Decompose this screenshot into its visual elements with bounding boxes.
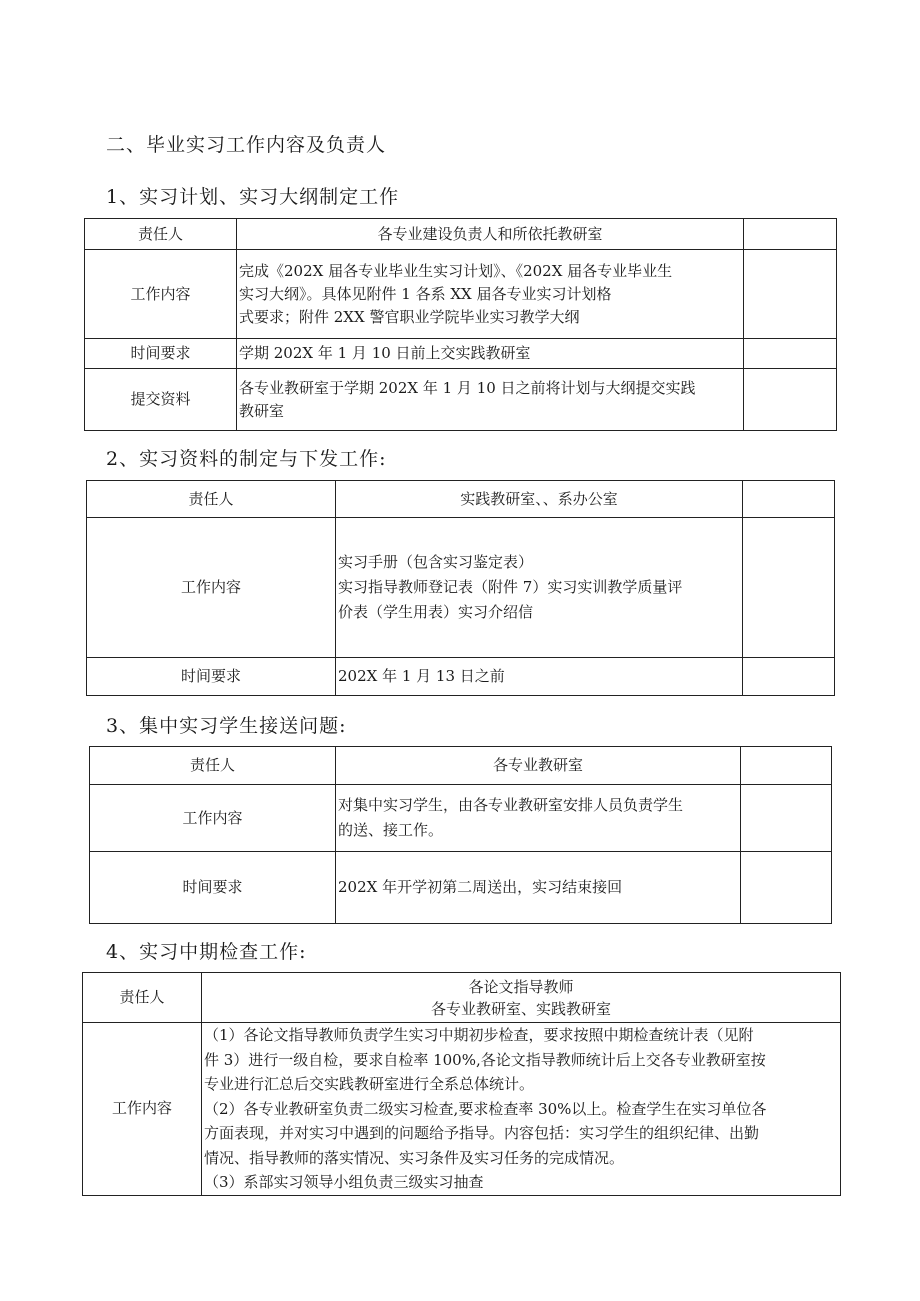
- s2-blank-cell: [743, 481, 835, 518]
- s3-table: [89, 746, 832, 924]
- section-title: 二、毕业实习工作内容及负责人: [106, 134, 387, 156]
- text-line: 各专业教研室于学期 202X 年 1 月 10 日之前将计划与大纲提交实践: [239, 378, 696, 397]
- s1-responsible-label: 责任人: [85, 219, 237, 250]
- text-line: 实习指导教师登记表（附件 7）实习实训教学质量评: [338, 578, 683, 596]
- text-line: 价表（学生用表）实习介绍信: [338, 603, 534, 621]
- s1-blank-cell: [744, 219, 837, 250]
- text-line: （1）各论文指导教师负责学生实习中期初步检查，要求按照中期检查统计表（见附: [204, 1026, 754, 1044]
- s1-blank-cell: [744, 339, 837, 369]
- s3-responsible-value: 各专业教研室: [336, 747, 741, 785]
- text-line: 实习大纲》。具体见附件 1 各系 XX 届各专业实习计划格: [239, 284, 612, 303]
- s2-responsible-label: 责任人: [87, 481, 336, 518]
- s3-time-label: 时间要求: [90, 852, 336, 924]
- s2-blank-cell: [743, 518, 835, 658]
- s2-responsible-value: 实践教研室、、系办公室: [336, 481, 743, 518]
- s2-title: 2、实习资料的制定与下发工作:: [106, 448, 387, 470]
- s1-time-label: 时间要求: [85, 339, 237, 369]
- text-line: 专业进行汇总后交实践教研室进行全系总体统计。: [204, 1075, 535, 1093]
- s4-responsible-value: [202, 973, 841, 1023]
- text-line: 实习手册（包含实习鉴定表）: [338, 553, 534, 571]
- s1-title: 1、实习计划、实习大纲制定工作: [106, 186, 400, 208]
- s2-table: [86, 480, 835, 696]
- s1-content-label: 工作内容: [85, 250, 237, 339]
- text-line: 完成《202X 届各专业毕业生实习计划》、《202X 届各专业毕业生: [239, 261, 673, 280]
- s3-content-label: 工作内容: [90, 785, 336, 852]
- s4-title: 4、实习中期检查工作:: [106, 941, 307, 963]
- s4-responsible-label: 责任人: [83, 973, 202, 1023]
- s1-submit-value: [237, 369, 744, 431]
- text-line: 的送、接工作。: [338, 821, 444, 839]
- s1-blank-cell: [744, 250, 837, 339]
- s4-content-value: [202, 1023, 841, 1196]
- s3-responsible-label: 责任人: [90, 747, 336, 785]
- s3-blank-cell: [741, 852, 832, 924]
- s2-content-label: 工作内容: [87, 518, 336, 658]
- text-line: 各专业教研室、实践教研室: [430, 999, 611, 1018]
- s2-time-label: 时间要求: [87, 658, 336, 696]
- s4-content-label: 工作内容: [83, 1023, 202, 1196]
- s3-content-value: [336, 785, 741, 852]
- text-line: 对集中实习学生，由各专业教研室安排人员负责学生: [338, 796, 684, 814]
- text-line: 教研室: [239, 401, 285, 420]
- s3-time-value: 202X 年开学初第二周送出，实习结束接回: [336, 852, 741, 924]
- s2-time-value: 202X 年 1 月 13 日之前: [336, 658, 743, 696]
- text-line: 件 3）进行一级自检，要求自检率 100%,各论文指导教师统计后上交各专业教研室按: [204, 1050, 766, 1069]
- text-line: 情况、指导教师的落实情况、实习条件及实习任务的完成情况。: [204, 1148, 625, 1167]
- s1-table: [84, 218, 837, 431]
- s1-responsible-value: 各专业建设负责人和所依托教研室: [237, 219, 744, 250]
- s4-table: [82, 972, 841, 1196]
- s1-content-value: [237, 250, 744, 339]
- text-line: （2）各专业教研室负责二级实习检查,要求检查率 30%以上。检查学生在实习单位各: [204, 1099, 767, 1118]
- s1-time-value: 学期 202X 年 1 月 10 日前上交实践教研室: [237, 339, 744, 369]
- s1-submit-label: 提交资料: [85, 369, 237, 431]
- text-line: 方面表现，并对实习中遇到的问题给予指导。内容包括：实习学生的组织纪律、出勤: [204, 1124, 760, 1142]
- text-line: （3）系部实习领导小组负责三级实习抽查: [204, 1173, 484, 1191]
- text-line: 式要求；附件 2XX 警官职业学院毕业实习教学大纲: [239, 307, 580, 326]
- s3-title: 3、集中实习学生接送问题:: [106, 715, 347, 737]
- s3-blank-cell: [741, 747, 832, 785]
- s1-blank-cell: [744, 369, 837, 431]
- s2-content-value: [336, 518, 743, 658]
- text-line: 各论文指导教师: [468, 977, 574, 996]
- s2-blank-cell: [743, 658, 835, 696]
- s3-blank-cell: [741, 785, 832, 852]
